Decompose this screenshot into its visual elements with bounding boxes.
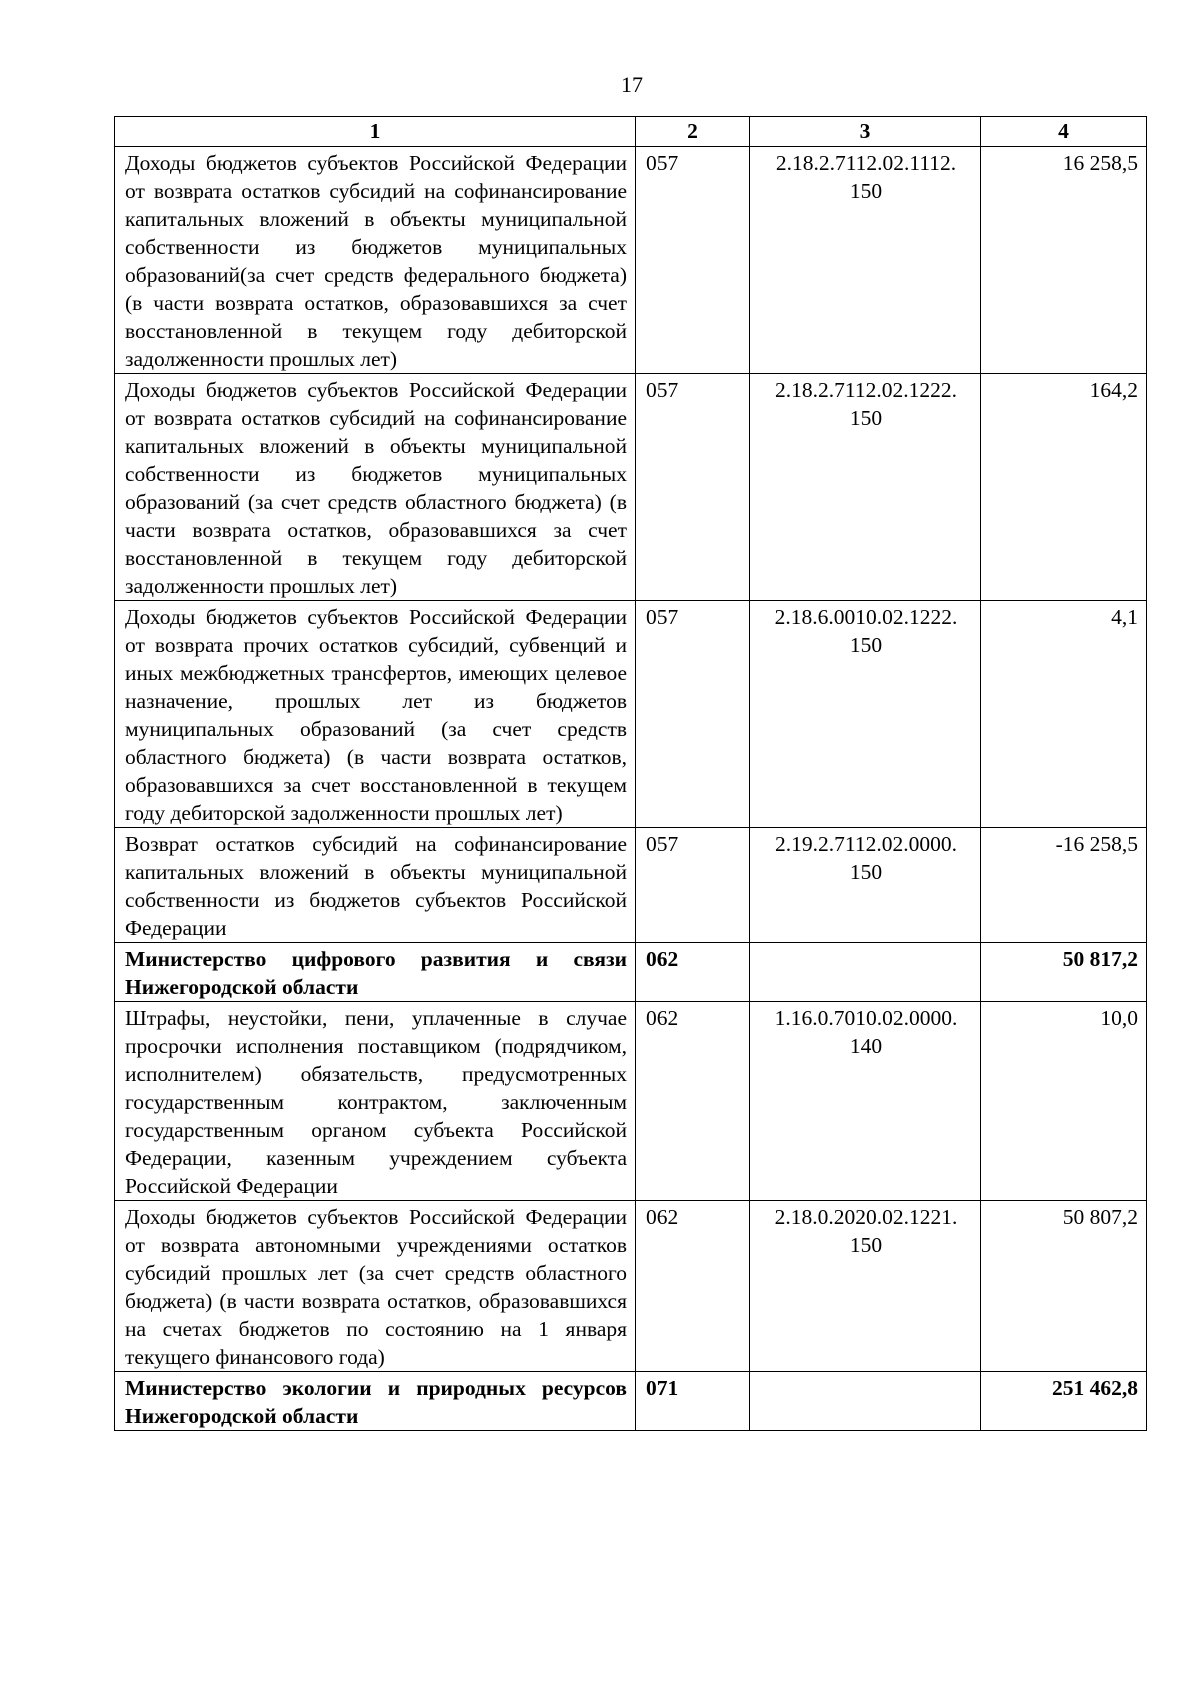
- amount: 164,2: [981, 374, 1147, 601]
- income-name: Доходы бюджетов субъектов Российской Федерации от возврата автономными учреждениями остатков субсидий прошлых лет (за счет средств областного бюджета) (в части возврата остатков, образовавшихся на счетах бюджетов по состоянию на 1 января текущего финансового года): [115, 1201, 636, 1372]
- table-header: [115, 117, 1147, 147]
- header-col-2: 2: [636, 117, 750, 147]
- amount: 50 807,2: [981, 1201, 1147, 1372]
- admin-code: 062: [636, 943, 750, 1002]
- classification-code: 2.18.2.7112.02.1112. 150: [750, 147, 981, 374]
- classification-code: 2.18.0.2020.02.1221. 150: [750, 1201, 981, 1372]
- classification-code: [750, 943, 981, 1002]
- admin-code: 057: [636, 374, 750, 601]
- admin-code: 057: [636, 147, 750, 374]
- classification-code: 2.18.6.0010.02.1222. 150: [750, 601, 981, 828]
- ministry-total: 251 462,8: [981, 1372, 1147, 1431]
- income-name: Штрафы, неустойки, пени, уплаченные в случае просрочки исполнения поставщиком (подрядчиком, исполнителем) обязательств, предусмотренных государственным контрактом, заключенным государственным органом субъекта Российской Федерации, казенным учреждением субъекта Российской Федерации: [115, 1002, 636, 1201]
- admin-code: 057: [636, 601, 750, 828]
- amount: 10,0: [981, 1002, 1147, 1201]
- ministry-row: [115, 943, 1147, 1002]
- income-name: Доходы бюджетов субъектов Российской Федерации от возврата остатков субсидий на софинансирование капитальных вложений в объекты муниципальной собственности из бюджетов муниципальных образований(за счет средств федерального бюджета) (в части возврата остатков, образовавшихся за счет восстановленной в текущем году дебиторской задолженности прошлых лет): [115, 147, 636, 374]
- classification-code: [750, 1372, 981, 1431]
- amount: 4,1: [981, 601, 1147, 828]
- table-row: [115, 1201, 1147, 1372]
- ministry-name: Министерство экологии и природных ресурсов Нижегородской области: [115, 1372, 636, 1431]
- table-body: [115, 147, 1147, 1431]
- admin-code: 057: [636, 828, 750, 943]
- classification-code: 1.16.0.7010.02.0000. 140: [750, 1002, 981, 1201]
- admin-code: 062: [636, 1002, 750, 1201]
- table-row: [115, 374, 1147, 601]
- page-number: 17: [621, 72, 643, 97]
- table-row: [115, 147, 1147, 374]
- income-name: Доходы бюджетов субъектов Российской Федерации от возврата прочих остатков субсидий, субвенций и иных межбюджетных трансфертов, имеющих целевое назначение, прошлых лет из бюджетов муниципальных образований (за счет средств областного бюджета) (в части возврата остатков, образовавшихся за счет восстановленной в текущем году дебиторской задолженности прошлых лет): [115, 601, 636, 828]
- income-name: Возврат остатков субсидий на софинансирование капитальных вложений в объекты муниципальной собственности из бюджетов субъектов Российской Федерации: [115, 828, 636, 943]
- header-col-3: 3: [750, 117, 981, 147]
- admin-code: 071: [636, 1372, 750, 1431]
- admin-code: 062: [636, 1201, 750, 1372]
- ministry-name: Министерство цифрового развития и связи Нижегородской области: [115, 943, 636, 1002]
- classification-code: 2.18.2.7112.02.1222. 150: [750, 374, 981, 601]
- header-col-1: 1: [115, 117, 636, 147]
- ministry-total: 50 817,2: [981, 943, 1147, 1002]
- budget-table: [114, 116, 1147, 1431]
- table-row: [115, 1002, 1147, 1201]
- table-row: [115, 601, 1147, 828]
- ministry-row: [115, 1372, 1147, 1431]
- table-row: [115, 828, 1147, 943]
- amount: 16 258,5: [981, 147, 1147, 374]
- header-row: [115, 117, 1147, 147]
- header-col-4: 4: [981, 117, 1147, 147]
- income-name: Доходы бюджетов субъектов Российской Федерации от возврата остатков субсидий на софинансирование капитальных вложений в объекты муниципальной собственности из бюджетов муниципальных образований (за счет средств областного бюджета) (в части возврата остатков, образовавшихся за счет восстановленной в текущем году дебиторской задолженности прошлых лет): [115, 374, 636, 601]
- classification-code: 2.19.2.7112.02.0000. 150: [750, 828, 981, 943]
- amount: -16 258,5: [981, 828, 1147, 943]
